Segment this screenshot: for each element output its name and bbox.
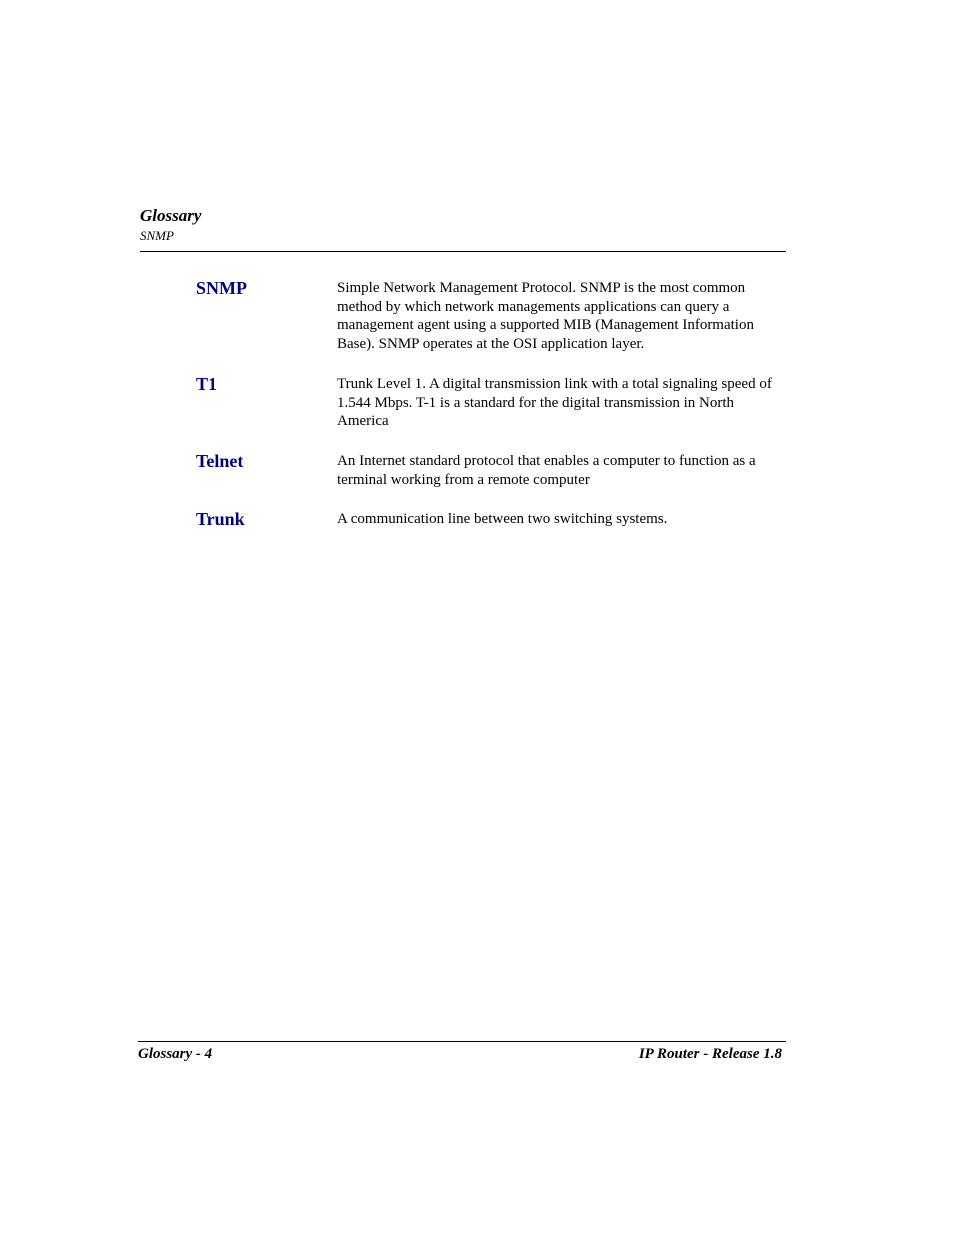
page-subtitle: SNMP	[140, 228, 174, 243]
page-header	[140, 205, 786, 245]
glossary-term: SNMP	[196, 278, 247, 298]
footer-document-title: IP Router - Release 1.8	[638, 1046, 782, 1062]
glossary-term: T1	[196, 374, 218, 394]
glossary-term: Telnet	[196, 451, 244, 471]
glossary-definition: An Internet standard protocol that enables a computer to function as a terminal working from a remote computer	[337, 453, 756, 488]
footer-page-number: Glossary - 4	[138, 1046, 213, 1062]
header-divider	[140, 251, 786, 252]
page-title: Glossary	[140, 206, 202, 225]
glossary-definition: A communication line between two switching systems.	[337, 511, 668, 527]
footer-divider	[138, 1041, 786, 1042]
glossary-definition: Simple Network Management Protocol. SNMP is the most common method by which network managements applications can query a management agent using a supported MIB (Management Information Base). SNMP operates at the OSI application layer.	[337, 280, 754, 352]
glossary-term: Trunk	[196, 509, 245, 529]
glossary-definition: Trunk Level 1. A digital transmission link with a total signaling speed of 1.544 Mbps. T-1 is a standard for the digital transmission in North America	[337, 376, 772, 430]
